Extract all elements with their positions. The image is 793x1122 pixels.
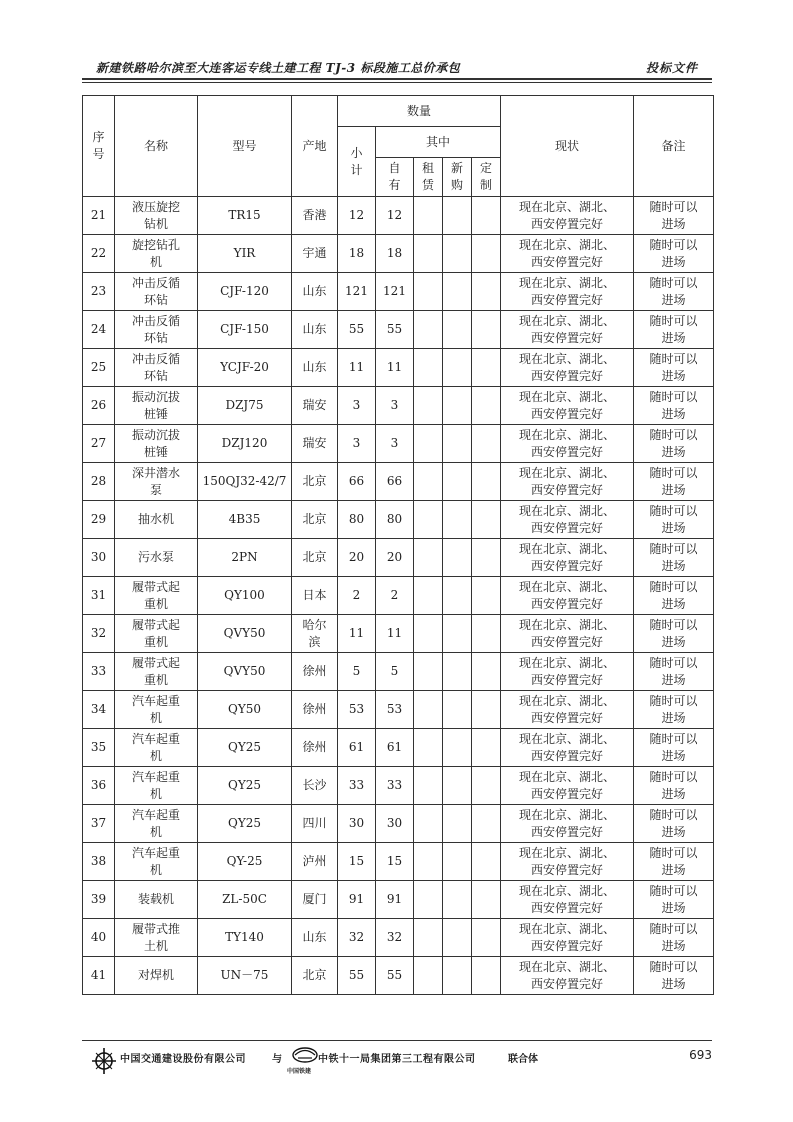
cell-new-purchase <box>443 767 472 805</box>
cell-leased <box>414 767 443 805</box>
cell-status: 现在北京、湖北、西安停置完好 <box>501 539 634 577</box>
cell-remarks: 随时可以进场 <box>634 653 714 691</box>
col-header-status: 现状 <box>501 96 634 197</box>
cell-model: CJF-120 <box>198 273 292 311</box>
cell-custom <box>472 539 501 577</box>
cell-subtotal: 55 <box>338 957 376 995</box>
cell-name: 抽水机 <box>115 501 198 539</box>
cell-seq: 34 <box>83 691 115 729</box>
cell-subtotal: 3 <box>338 387 376 425</box>
cell-remarks: 随时可以进场 <box>634 691 714 729</box>
cell-name: 汽车起重机 <box>115 691 198 729</box>
cell-custom <box>472 767 501 805</box>
cell-new-purchase <box>443 539 472 577</box>
cell-owned: 30 <box>376 805 414 843</box>
cell-status: 现在北京、湖北、西安停置完好 <box>501 653 634 691</box>
cell-model: QY25 <box>198 767 292 805</box>
cell-origin: 哈尔滨 <box>292 615 338 653</box>
cell-subtotal: 5 <box>338 653 376 691</box>
cell-model: TY140 <box>198 919 292 957</box>
cell-custom <box>472 197 501 235</box>
cell-custom <box>472 957 501 995</box>
col-header-remarks: 备注 <box>634 96 714 197</box>
col-header-model: 型号 <box>198 96 292 197</box>
cell-leased <box>414 729 443 767</box>
cell-model: CJF-150 <box>198 311 292 349</box>
cell-custom <box>472 273 501 311</box>
cell-seq: 33 <box>83 653 115 691</box>
cell-owned: 55 <box>376 957 414 995</box>
cell-owned: 32 <box>376 919 414 957</box>
cell-origin: 北京 <box>292 539 338 577</box>
cell-origin: 徐州 <box>292 729 338 767</box>
cell-name: 汽车起重机 <box>115 729 198 767</box>
cell-owned: 3 <box>376 387 414 425</box>
cell-name: 装载机 <box>115 881 198 919</box>
cell-leased <box>414 387 443 425</box>
cell-status: 现在北京、湖北、西安停置完好 <box>501 311 634 349</box>
cell-seq: 37 <box>83 805 115 843</box>
cell-remarks: 随时可以进场 <box>634 577 714 615</box>
table-row <box>83 957 714 995</box>
cell-status: 现在北京、湖北、西安停置完好 <box>501 235 634 273</box>
cell-subtotal: 20 <box>338 539 376 577</box>
cell-owned: 91 <box>376 881 414 919</box>
cell-model: QVY50 <box>198 615 292 653</box>
table-row <box>83 881 714 919</box>
cell-subtotal: 11 <box>338 615 376 653</box>
header-rule-thin <box>82 82 712 83</box>
cell-remarks: 随时可以进场 <box>634 235 714 273</box>
cell-name: 液压旋挖钻机 <box>115 197 198 235</box>
col-header-seq: 序号 <box>83 96 115 197</box>
cell-seq: 35 <box>83 729 115 767</box>
cell-custom <box>472 843 501 881</box>
cell-owned: 121 <box>376 273 414 311</box>
cell-remarks: 随时可以进场 <box>634 729 714 767</box>
cell-status: 现在北京、湖北、西安停置完好 <box>501 615 634 653</box>
cell-owned: 3 <box>376 425 414 463</box>
cell-status: 现在北京、湖北、西安停置完好 <box>501 729 634 767</box>
cell-leased <box>414 881 443 919</box>
cell-origin: 北京 <box>292 463 338 501</box>
cell-origin: 北京 <box>292 501 338 539</box>
cell-subtotal: 80 <box>338 501 376 539</box>
table-row <box>83 425 714 463</box>
footer-rule <box>82 1040 712 1041</box>
cell-origin: 宇通 <box>292 235 338 273</box>
table-row <box>83 273 714 311</box>
cell-remarks: 随时可以进场 <box>634 805 714 843</box>
cell-seq: 32 <box>83 615 115 653</box>
cell-seq: 27 <box>83 425 115 463</box>
cell-seq: 36 <box>83 767 115 805</box>
cell-owned: 20 <box>376 539 414 577</box>
col-header-quantity: 数量 <box>338 96 501 127</box>
cell-origin: 厦门 <box>292 881 338 919</box>
table-row <box>83 919 714 957</box>
col-header-owned: 自有 <box>376 158 414 197</box>
cell-origin: 北京 <box>292 957 338 995</box>
page-header <box>82 56 712 78</box>
table-row <box>83 387 714 425</box>
cell-leased <box>414 463 443 501</box>
cell-subtotal: 3 <box>338 425 376 463</box>
cell-owned: 11 <box>376 615 414 653</box>
cell-remarks: 随时可以进场 <box>634 539 714 577</box>
table-row <box>83 691 714 729</box>
cell-custom <box>472 311 501 349</box>
cell-name: 振动沉拔桩锤 <box>115 425 198 463</box>
footer-conjunction: 与 <box>272 1054 282 1065</box>
cell-name: 深井潜水泵 <box>115 463 198 501</box>
cell-leased <box>414 653 443 691</box>
cell-remarks: 随时可以进场 <box>634 843 714 881</box>
cell-new-purchase <box>443 273 472 311</box>
col-header-name: 名称 <box>115 96 198 197</box>
cell-leased <box>414 349 443 387</box>
cell-new-purchase <box>443 577 472 615</box>
cell-leased <box>414 501 443 539</box>
cell-status: 现在北京、湖北、西安停置完好 <box>501 197 634 235</box>
cell-model: QY25 <box>198 729 292 767</box>
cell-owned: 66 <box>376 463 414 501</box>
cell-leased <box>414 615 443 653</box>
table-row <box>83 653 714 691</box>
table-row <box>83 805 714 843</box>
cell-name: 汽车起重机 <box>115 843 198 881</box>
cell-custom <box>472 463 501 501</box>
cell-model: TR15 <box>198 197 292 235</box>
cell-subtotal: 12 <box>338 197 376 235</box>
cell-name: 履带式起重机 <box>115 577 198 615</box>
cell-subtotal: 66 <box>338 463 376 501</box>
cell-status: 现在北京、湖北、西安停置完好 <box>501 425 634 463</box>
cell-status: 现在北京、湖北、西安停置完好 <box>501 805 634 843</box>
cell-name: 汽车起重机 <box>115 805 198 843</box>
cell-status: 现在北京、湖北、西安停置完好 <box>501 349 634 387</box>
cell-remarks: 随时可以进场 <box>634 349 714 387</box>
cell-status: 现在北京、湖北、西安停置完好 <box>501 387 634 425</box>
cell-model: 150QJ32-42/7 <box>198 463 292 501</box>
cell-origin: 香港 <box>292 197 338 235</box>
cell-custom <box>472 235 501 273</box>
header-rule-thick <box>82 78 712 80</box>
footer-company-1: 中国交通建设股份有限公司 <box>120 1054 246 1065</box>
cell-model: UN－75 <box>198 957 292 995</box>
cell-leased <box>414 539 443 577</box>
cell-leased <box>414 919 443 957</box>
table-row <box>83 729 714 767</box>
table-row <box>83 539 714 577</box>
cell-new-purchase <box>443 463 472 501</box>
cell-new-purchase <box>443 919 472 957</box>
cell-subtotal: 11 <box>338 349 376 387</box>
col-header-of-which: 其中 <box>376 127 501 158</box>
table-row <box>83 349 714 387</box>
cell-owned: 2 <box>376 577 414 615</box>
cell-leased <box>414 843 443 881</box>
cell-leased <box>414 311 443 349</box>
cell-new-purchase <box>443 349 472 387</box>
cell-origin: 山东 <box>292 273 338 311</box>
cell-status: 现在北京、湖北、西安停置完好 <box>501 843 634 881</box>
cell-custom <box>472 349 501 387</box>
cell-seq: 38 <box>83 843 115 881</box>
cell-new-purchase <box>443 235 472 273</box>
cell-origin: 山东 <box>292 311 338 349</box>
cell-status: 现在北京、湖北、西安停置完好 <box>501 273 634 311</box>
cell-new-purchase <box>443 729 472 767</box>
cell-model: YCJF-20 <box>198 349 292 387</box>
cell-model: QY25 <box>198 805 292 843</box>
cell-subtotal: 61 <box>338 729 376 767</box>
cell-seq: 23 <box>83 273 115 311</box>
col-header-subtotal: 小计 <box>338 127 376 197</box>
cell-seq: 39 <box>83 881 115 919</box>
header-row-1 <box>83 96 714 127</box>
cell-new-purchase <box>443 957 472 995</box>
cell-status: 现在北京、湖北、西安停置完好 <box>501 501 634 539</box>
footer-logo2-label: 中国铁建 <box>287 1068 312 1075</box>
col-header-custom: 定制 <box>472 158 501 197</box>
cell-subtotal: 53 <box>338 691 376 729</box>
cell-subtotal: 30 <box>338 805 376 843</box>
cell-owned: 55 <box>376 311 414 349</box>
cell-leased <box>414 425 443 463</box>
table-row <box>83 615 714 653</box>
cell-name: 冲击反循环钻 <box>115 349 198 387</box>
cell-leased <box>414 691 443 729</box>
cell-new-purchase <box>443 425 472 463</box>
cell-seq: 26 <box>83 387 115 425</box>
cell-subtotal: 15 <box>338 843 376 881</box>
footer-consortium: 联合体 <box>508 1054 538 1065</box>
cell-origin: 徐州 <box>292 691 338 729</box>
cell-name: 履带式推土机 <box>115 919 198 957</box>
cell-leased <box>414 957 443 995</box>
cell-name: 履带式起重机 <box>115 653 198 691</box>
cell-model: DZJ75 <box>198 387 292 425</box>
table-row <box>83 463 714 501</box>
cell-subtotal: 91 <box>338 881 376 919</box>
cell-status: 现在北京、湖北、西安停置完好 <box>501 881 634 919</box>
cell-origin: 长沙 <box>292 767 338 805</box>
cell-new-purchase <box>443 197 472 235</box>
cell-remarks: 随时可以进场 <box>634 615 714 653</box>
cell-name: 旋挖钻孔机 <box>115 235 198 273</box>
table-row <box>83 311 714 349</box>
cell-model: QVY50 <box>198 653 292 691</box>
table-row <box>83 843 714 881</box>
cell-origin: 日本 <box>292 577 338 615</box>
cell-owned: 18 <box>376 235 414 273</box>
cell-remarks: 随时可以进场 <box>634 197 714 235</box>
cell-name: 汽车起重机 <box>115 767 198 805</box>
cell-custom <box>472 501 501 539</box>
cell-model: YIR <box>198 235 292 273</box>
cell-name: 冲击反循环钻 <box>115 311 198 349</box>
cell-model: ZL-50C <box>198 881 292 919</box>
cell-origin: 瑞安 <box>292 387 338 425</box>
cell-new-purchase <box>443 615 472 653</box>
cell-remarks: 随时可以进场 <box>634 767 714 805</box>
cccc-logo-icon <box>90 1046 118 1076</box>
col-header-origin: 产地 <box>292 96 338 197</box>
cell-origin: 徐州 <box>292 653 338 691</box>
cell-origin: 瑞安 <box>292 425 338 463</box>
cell-seq: 30 <box>83 539 115 577</box>
cell-seq: 29 <box>83 501 115 539</box>
cell-leased <box>414 197 443 235</box>
cell-new-purchase <box>443 881 472 919</box>
cell-origin: 泸州 <box>292 843 338 881</box>
cell-new-purchase <box>443 387 472 425</box>
cell-seq: 21 <box>83 197 115 235</box>
table-row <box>83 577 714 615</box>
cell-leased <box>414 577 443 615</box>
cell-owned: 5 <box>376 653 414 691</box>
cell-new-purchase <box>443 653 472 691</box>
cell-subtotal: 32 <box>338 919 376 957</box>
cell-remarks: 随时可以进场 <box>634 957 714 995</box>
cell-seq: 40 <box>83 919 115 957</box>
equipment-table <box>82 95 714 995</box>
cell-subtotal: 121 <box>338 273 376 311</box>
cell-name: 振动沉拔桩锤 <box>115 387 198 425</box>
cell-custom <box>472 691 501 729</box>
col-header-leased: 租赁 <box>414 158 443 197</box>
cell-name: 对焊机 <box>115 957 198 995</box>
cell-owned: 15 <box>376 843 414 881</box>
cell-new-purchase <box>443 805 472 843</box>
cell-owned: 53 <box>376 691 414 729</box>
cell-subtotal: 55 <box>338 311 376 349</box>
cell-custom <box>472 919 501 957</box>
col-header-new-purchase: 新购 <box>443 158 472 197</box>
cell-seq: 24 <box>83 311 115 349</box>
cell-model: QY-25 <box>198 843 292 881</box>
table-row <box>83 501 714 539</box>
cell-owned: 11 <box>376 349 414 387</box>
cell-custom <box>472 805 501 843</box>
cell-remarks: 随时可以进场 <box>634 311 714 349</box>
header-title: 新建铁路哈尔滨至大连客运专线土建工程 TJ-3 标段施工总价承包 <box>96 61 461 75</box>
cell-status: 现在北京、湖北、西安停置完好 <box>501 919 634 957</box>
cell-status: 现在北京、湖北、西安停置完好 <box>501 577 634 615</box>
cell-remarks: 随时可以进场 <box>634 273 714 311</box>
table-row <box>83 235 714 273</box>
cell-model: QY50 <box>198 691 292 729</box>
page-footer <box>90 1046 712 1076</box>
cell-status: 现在北京、湖北、西安停置完好 <box>501 463 634 501</box>
cell-custom <box>472 653 501 691</box>
cell-custom <box>472 577 501 615</box>
cell-leased <box>414 805 443 843</box>
cell-remarks: 随时可以进场 <box>634 881 714 919</box>
cell-remarks: 随时可以进场 <box>634 425 714 463</box>
cell-subtotal: 2 <box>338 577 376 615</box>
cell-remarks: 随时可以进场 <box>634 463 714 501</box>
cell-leased <box>414 273 443 311</box>
cell-custom <box>472 425 501 463</box>
cell-remarks: 随时可以进场 <box>634 501 714 539</box>
cell-seq: 41 <box>83 957 115 995</box>
cell-custom <box>472 615 501 653</box>
cell-custom <box>472 387 501 425</box>
cell-custom <box>472 881 501 919</box>
cell-model: 4B35 <box>198 501 292 539</box>
cell-remarks: 随时可以进场 <box>634 919 714 957</box>
cell-new-purchase <box>443 691 472 729</box>
cell-leased <box>414 235 443 273</box>
cell-origin: 山东 <box>292 349 338 387</box>
cell-model: 2PN <box>198 539 292 577</box>
cell-seq: 25 <box>83 349 115 387</box>
cell-name: 污水泵 <box>115 539 198 577</box>
cell-model: QY100 <box>198 577 292 615</box>
cell-model: DZJ120 <box>198 425 292 463</box>
cell-owned: 80 <box>376 501 414 539</box>
cell-status: 现在北京、湖北、西安停置完好 <box>501 957 634 995</box>
cell-new-purchase <box>443 843 472 881</box>
cell-name: 冲击反循环钻 <box>115 273 198 311</box>
cell-seq: 31 <box>83 577 115 615</box>
cell-origin: 四川 <box>292 805 338 843</box>
table-row <box>83 197 714 235</box>
cell-status: 现在北京、湖北、西安停置完好 <box>501 767 634 805</box>
cell-owned: 33 <box>376 767 414 805</box>
cell-owned: 61 <box>376 729 414 767</box>
footer-company-2: 中铁十一局集团第三工程有限公司 <box>318 1054 476 1065</box>
cell-new-purchase <box>443 311 472 349</box>
header-doc-type: 投标文件 <box>645 61 698 75</box>
page-number: 693 <box>689 1048 712 1062</box>
cell-remarks: 随时可以进场 <box>634 387 714 425</box>
cell-name: 履带式起重机 <box>115 615 198 653</box>
cell-subtotal: 33 <box>338 767 376 805</box>
cell-seq: 28 <box>83 463 115 501</box>
cell-new-purchase <box>443 501 472 539</box>
cell-custom <box>472 729 501 767</box>
table-row <box>83 767 714 805</box>
cell-owned: 12 <box>376 197 414 235</box>
cell-origin: 山东 <box>292 919 338 957</box>
cell-status: 现在北京、湖北、西安停置完好 <box>501 691 634 729</box>
cell-subtotal: 18 <box>338 235 376 273</box>
cell-seq: 22 <box>83 235 115 273</box>
